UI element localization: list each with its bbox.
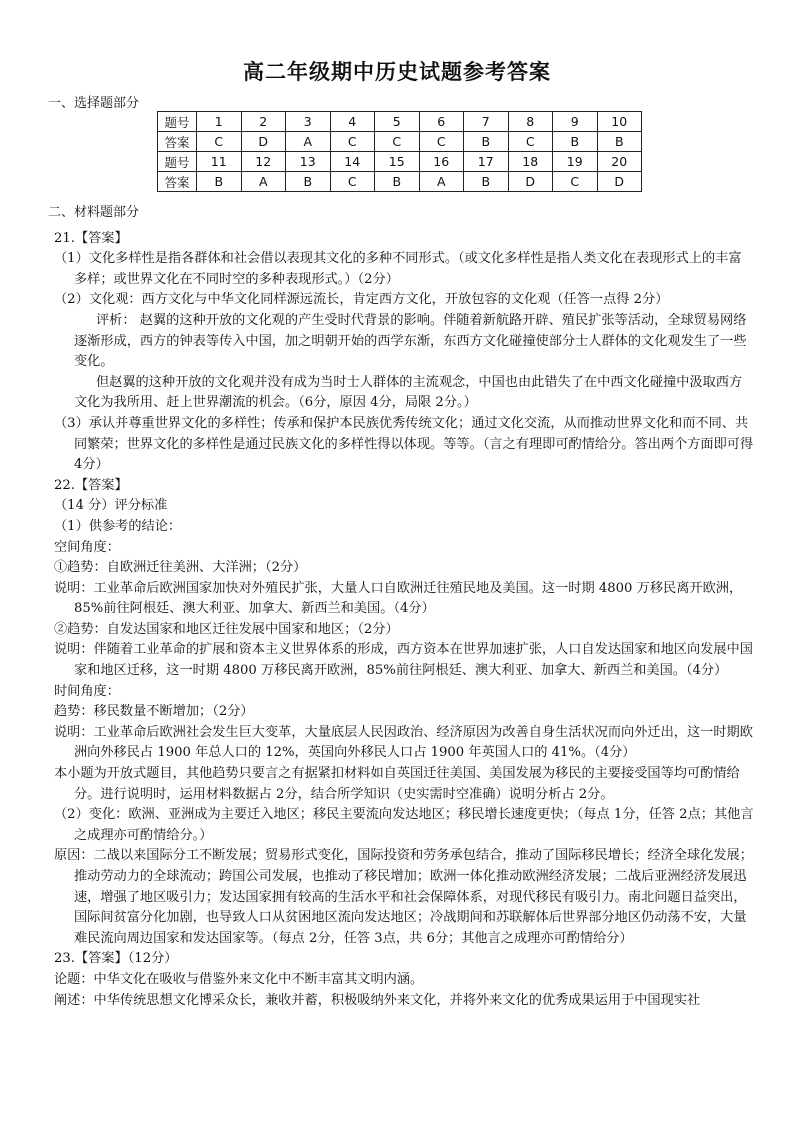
table-header-cell: 题号 bbox=[158, 152, 197, 172]
answer-line: （14 分）评分标准 bbox=[54, 498, 168, 514]
question-heading: 23.【答案】（12分） bbox=[54, 951, 178, 967]
answer-paragraph: 本小题为开放式题目，其他趋势只要言之有据紧扣材料如自英国迁往美国、美国发展为移民的主要接受国等均可酌情给分。进行说明时，运用材料数据占 2分，结合所学知识（史实需时空准确）说明分析占 2分。 bbox=[54, 766, 740, 802]
table-cell: C bbox=[419, 132, 464, 152]
table-cell: B bbox=[464, 172, 509, 192]
table-header-cell: 答案 bbox=[158, 172, 197, 192]
answer-paragraph: 评析： 赵翼的这种开放的文化观的产生受时代背景的影响。伴随着新航路开辟、殖民扩张等活动，全球贸易网络逐渐形成，西方的钟表等传入中国，加之明朝开始的西学东渐，东西方文化碰撞使部分士人群体的文化观发生了一些变化。 bbox=[74, 312, 747, 370]
table-cell: 9 bbox=[553, 112, 598, 132]
table-cell: 8 bbox=[508, 112, 553, 132]
table-cell: 11 bbox=[197, 152, 242, 172]
table-row bbox=[158, 112, 642, 132]
table-cell: C bbox=[375, 132, 420, 152]
table-row bbox=[158, 172, 642, 192]
answer-line: （1）供参考的结论： bbox=[54, 518, 182, 534]
table-cell: 16 bbox=[419, 152, 464, 172]
table-cell: B bbox=[464, 132, 509, 152]
table-cell: A bbox=[241, 172, 286, 192]
table-cell: B bbox=[597, 132, 642, 152]
table-cell: D bbox=[241, 132, 286, 152]
section-heading-material: 二、材料题部分 bbox=[48, 205, 140, 220]
table-cell: 13 bbox=[286, 152, 331, 172]
table-cell: B bbox=[197, 172, 242, 192]
table-cell: C bbox=[197, 132, 242, 152]
answer-line: 阐述：中华传统思想文化博采众长，兼收并蓄，积极吸纳外来文化，并将外来文化的优秀成果运用于中国现实社 bbox=[54, 992, 701, 1008]
table-header-cell: 题号 bbox=[158, 112, 197, 132]
answer-paragraph: 说明：伴随着工业革命的扩展和资本主义世界体系的形成，西方资本在世界加速扩张，人口自发达国家和地区向发展中国家和地区迁移，这一时期 4800 万移民离开欧洲，85%前往阿根廷、澳大利亚、加拿大、新西兰和美国。（4分） bbox=[54, 642, 753, 679]
table-cell: 14 bbox=[330, 152, 375, 172]
table-cell: 5 bbox=[375, 112, 420, 132]
answer-paragraph: 但赵翼的这种开放的文化观并没有成为当时士人群体的主流观念，中国也由此错失了在中西文化碰撞中汲取西方文化为我所用、赶上世界潮流的机会。（6分，原因 4分，局限 2分。） bbox=[74, 374, 743, 411]
table-cell: 18 bbox=[508, 152, 553, 172]
answer-line: 时间角度： bbox=[54, 683, 120, 699]
table-cell: 19 bbox=[553, 152, 598, 172]
answer-line: ②趋势：自发达国家和地区迁往发展中国家和地区；（2分） bbox=[54, 621, 399, 637]
table-cell: 20 bbox=[597, 152, 642, 172]
table-cell: 2 bbox=[241, 112, 286, 132]
answer-table bbox=[157, 111, 642, 192]
section-heading-choice: 一、选择题部分 bbox=[48, 96, 140, 111]
table-cell: 3 bbox=[286, 112, 331, 132]
question-heading: 21.【答案】 bbox=[54, 230, 128, 246]
table-cell: C bbox=[330, 132, 375, 152]
answer-paragraph: 原因：二战以来国际分工不断发展；贸易形式变化，国际投资和劳务承包结合，推动了国际移民增长；经济全球化发展；推动劳动力的全球流动；跨国公司发展，也推动了移民增加；欧洲一体化推动欧洲经济发展；二战后亚洲经济发展迅速，增强了地区吸引力；发达国家拥有较高的生活水平和社会保障体系，对现代移民有吸引力。南北问题日益突出，国际间贫富分化加剧，也导致人口从贫困地区流向发达地区；冷战期间和苏联解体后世界部分地区仍动荡不安，大量难民流向周边国家和发达国家等。（每点 2分，任答 3点，共 6分；其他言之成理亦可酌情给分） bbox=[54, 848, 753, 946]
table-cell: C bbox=[508, 132, 553, 152]
answer-paragraph: 说明：工业革命后欧洲社会发生巨大变革，大量底层人民因政治、经济原因为改善自身生活状况而向外迁出，这一时期欧洲向外移民占 1900 年总人口的 12%，英国向外移民人口占 1900 年英国人口的 41%。（4分） bbox=[54, 724, 753, 761]
table-cell: 7 bbox=[464, 112, 509, 132]
answer-line: ①趋势：自欧洲迁往美洲、大洋洲；（2分） bbox=[54, 560, 307, 576]
question-heading: 22.【答案】 bbox=[54, 477, 128, 493]
table-cell: 17 bbox=[464, 152, 509, 172]
answer-paragraph: （3）承认并尊重世界文化的多样性；传承和保护本民族优秀传统文化；通过文化交流，从而推动世界文化和而不同、共同繁荣；世界文化的多样性是通过民族文化的多样性得以体现。等等。（言之有理即可酌情给分。答出两个方面即可得 4分） bbox=[54, 415, 754, 473]
answer-paragraph: （1）文化多样性是指各群体和社会借以表现其文化的多种不同形式。（或文化多样性是指人类文化在表现形式上的丰富多样；或世界文化在不同时空的多种表现形式。）（2分） bbox=[54, 251, 742, 287]
table-cell: 15 bbox=[375, 152, 420, 172]
table-cell: 6 bbox=[419, 112, 464, 132]
table-cell: 1 bbox=[197, 112, 242, 132]
table-cell: A bbox=[419, 172, 464, 192]
table-cell: B bbox=[286, 172, 331, 192]
table-cell: D bbox=[597, 172, 642, 192]
table-cell: C bbox=[553, 172, 598, 192]
answer-line: 空间角度： bbox=[54, 539, 120, 555]
table-cell: C bbox=[330, 172, 375, 192]
page-title: 高二年级期中历史试题参考答案 bbox=[243, 60, 551, 84]
table-cell: 4 bbox=[330, 112, 375, 132]
table-cell: 10 bbox=[597, 112, 642, 132]
document-body bbox=[48, 203, 754, 1011]
table-cell: D bbox=[508, 172, 553, 192]
table-cell: A bbox=[286, 132, 331, 152]
table-cell: 12 bbox=[241, 152, 286, 172]
answer-line: 趋势：移民数量不断增加；（2分） bbox=[54, 704, 254, 720]
table-cell: B bbox=[553, 132, 598, 152]
answer-paragraph: 说明：工业革命后欧洲国家加快对外殖民扩张，大量人口自欧洲迁往殖民地及美国。这一时期 4800 万移民离开欧洲，85%前往阿根廷、澳大利亚、加拿大、新西兰和美国。（4分） bbox=[54, 580, 743, 617]
table-row bbox=[158, 132, 642, 152]
table-row bbox=[158, 152, 642, 172]
table-cell: B bbox=[375, 172, 420, 192]
answer-paragraph: （2）文化观：西方文化与中华文化同样源远流长，肯定西方文化，开放包容的文化观（任答一点得 2分） bbox=[54, 292, 669, 308]
table-header-cell: 答案 bbox=[158, 132, 197, 152]
answer-paragraph: （2）变化：欧洲、亚洲成为主要迁入地区；移民主要流向发达地区；移民增长速度更快；（每点 1分，任答 2点；其他言之成理亦可酌情给分。） bbox=[54, 807, 754, 843]
answer-line: 论题：中华文化在吸收与借鉴外来文化中不断丰富其文明内涵。 bbox=[54, 971, 424, 987]
